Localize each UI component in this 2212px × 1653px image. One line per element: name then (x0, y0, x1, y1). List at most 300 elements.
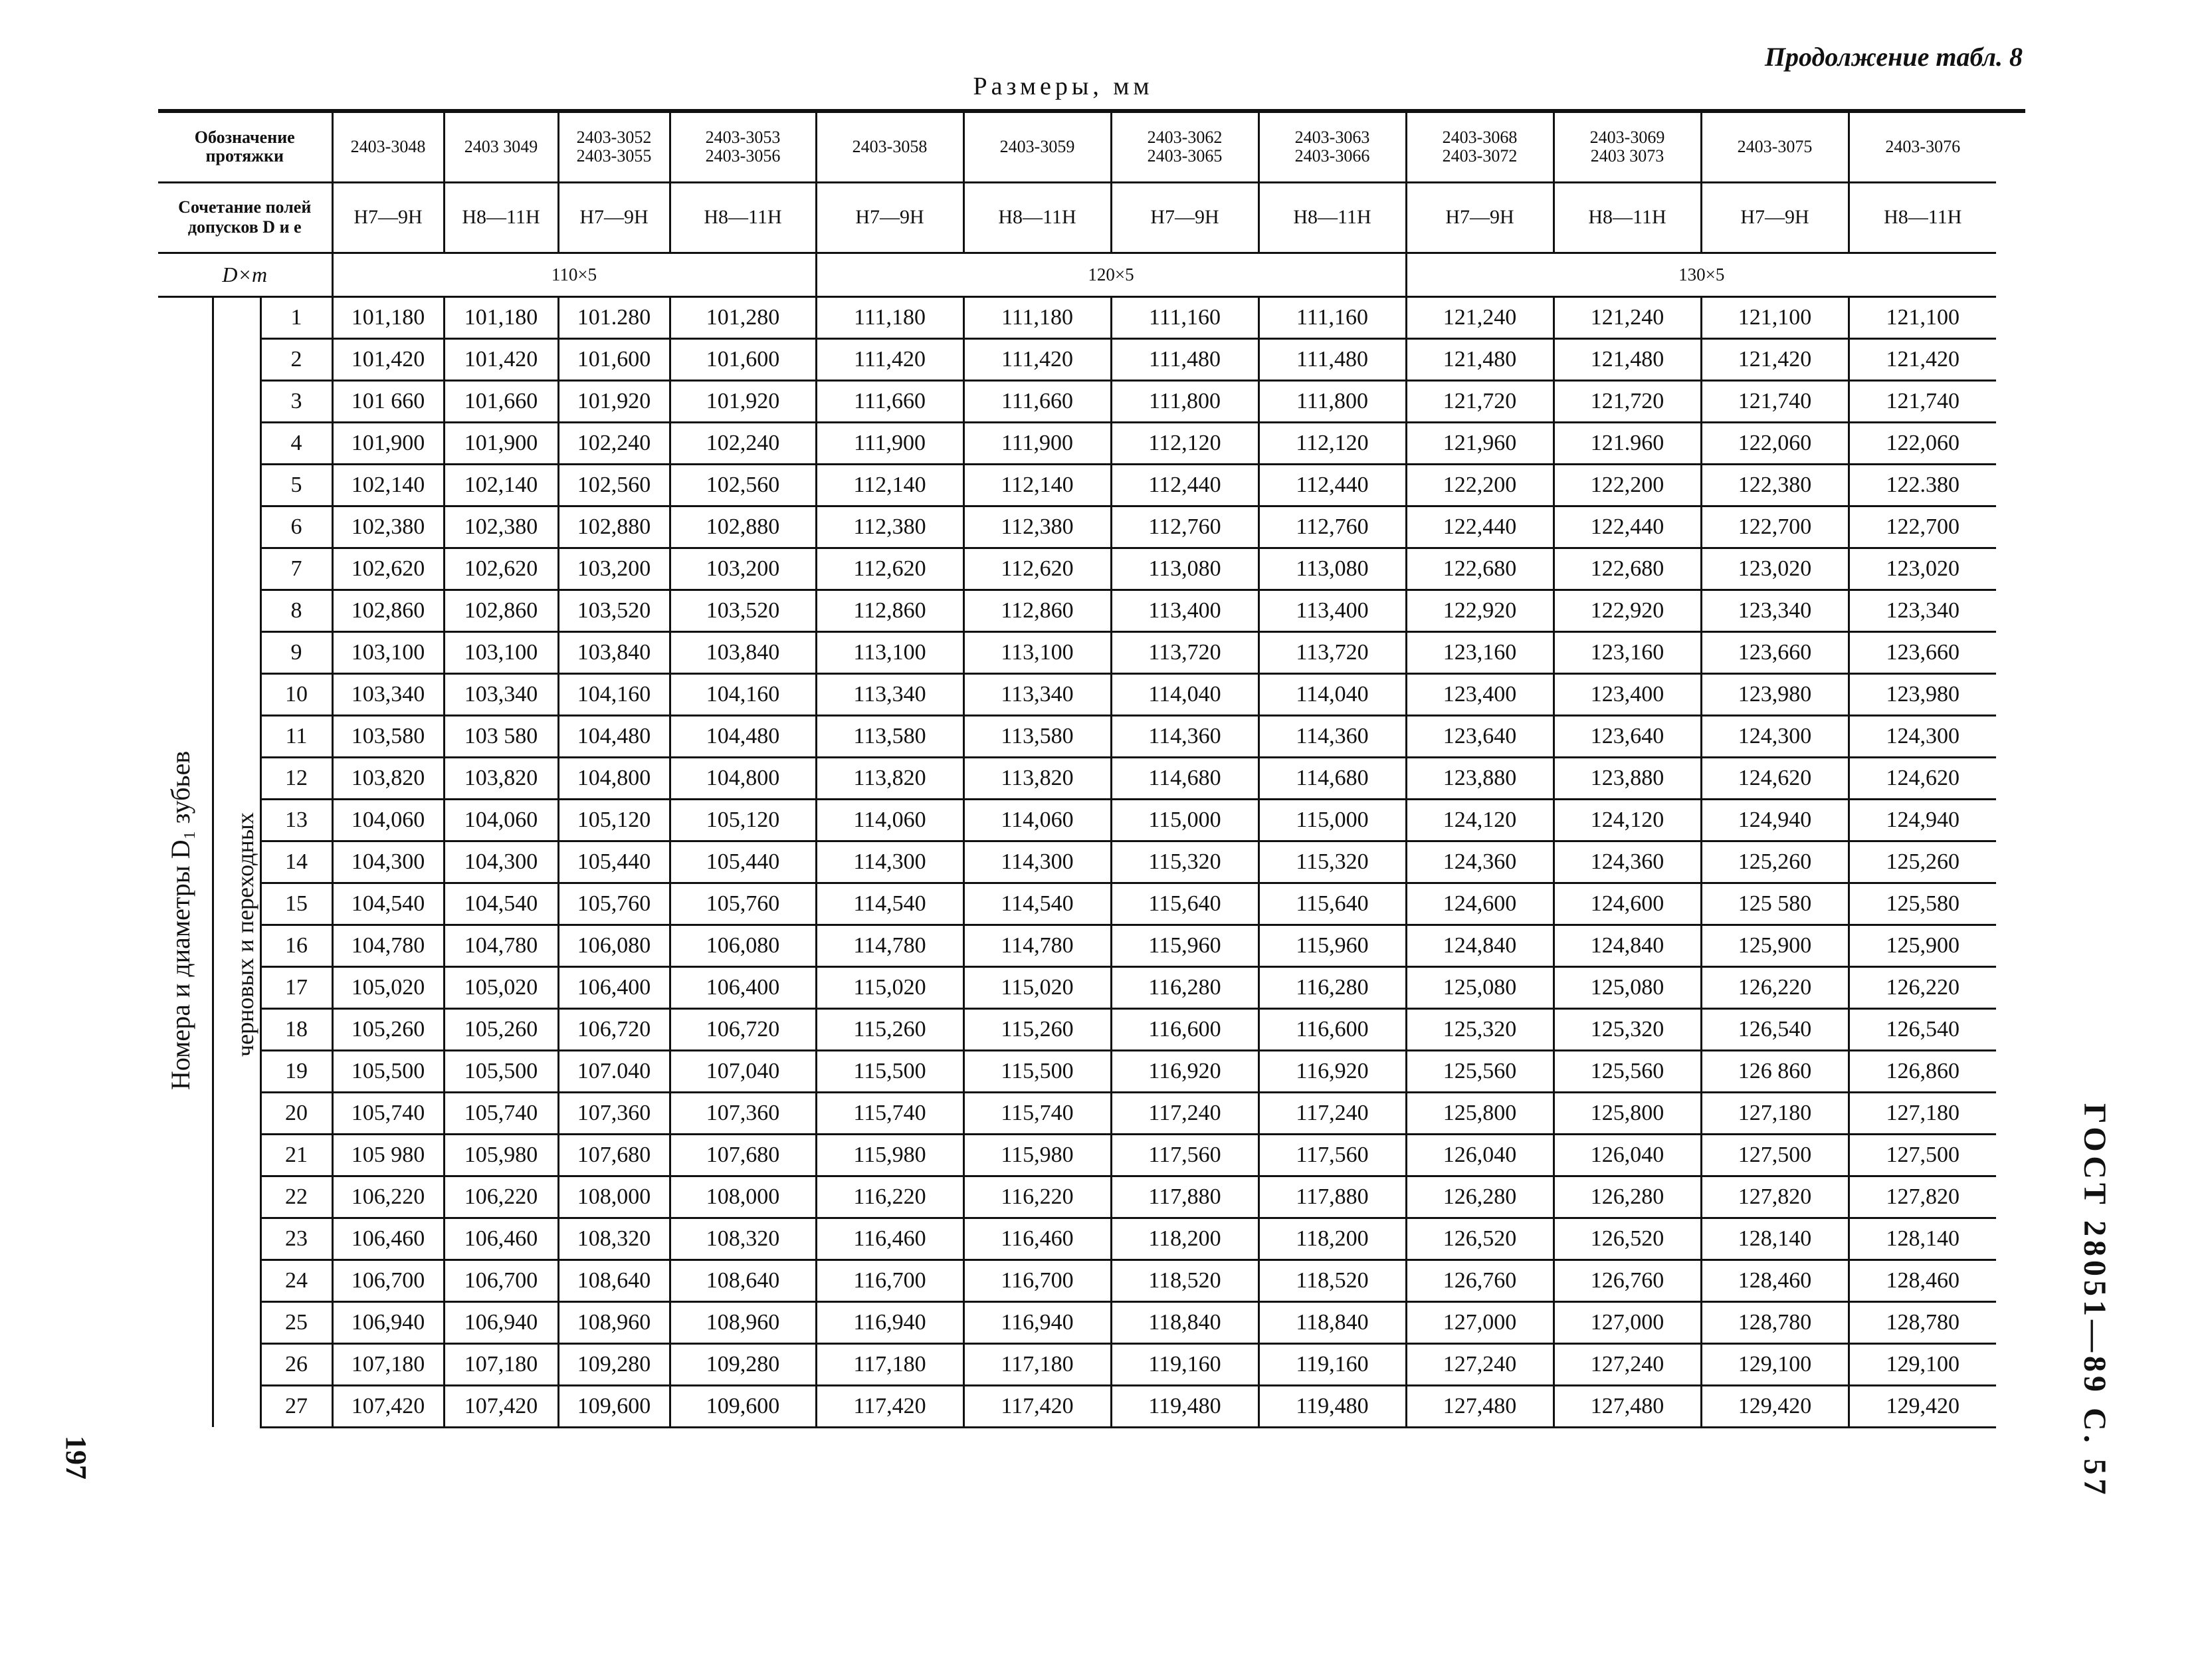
header-row-codes (158, 113, 1996, 182)
diameter-cell: 125,900 (1701, 925, 1849, 966)
diameter-cell: 115,000 (1258, 799, 1406, 841)
table-row (158, 548, 1996, 590)
diameter-cell: 126,760 (1554, 1260, 1701, 1301)
diameter-cell: 115,960 (1258, 925, 1406, 966)
diameter-cell: 113,580 (816, 715, 963, 757)
column-tolerance: H7—9H (1111, 182, 1258, 253)
diameter-cell: 121,720 (1406, 380, 1554, 422)
diameter-cell: 127,820 (1701, 1176, 1849, 1218)
diameter-cell: 112,860 (963, 590, 1111, 631)
diameter-cell: 106,400 (558, 966, 670, 1008)
diameter-cell: 115,260 (816, 1008, 963, 1050)
diameter-cell: 102,860 (444, 590, 558, 631)
diameter-cell: 127,240 (1406, 1343, 1554, 1385)
diameter-cell: 106,700 (332, 1260, 444, 1301)
diameter-cell: 124,620 (1849, 757, 1996, 799)
diameter-cell: 114,300 (816, 841, 963, 883)
table-row (158, 883, 1996, 925)
diameter-cell: 104,300 (444, 841, 558, 883)
diameter-cell: 111,420 (816, 338, 963, 380)
diameter-cell: 116,220 (963, 1176, 1111, 1218)
diameter-cell: 115,020 (816, 966, 963, 1008)
diameter-cell: 111,480 (1111, 338, 1258, 380)
diameter-cell: 118,520 (1258, 1260, 1406, 1301)
diameter-cell: 107,180 (444, 1343, 558, 1385)
table-row (158, 757, 1996, 799)
diameter-cell: 111,660 (816, 380, 963, 422)
diameter-cell: 124,600 (1554, 883, 1701, 925)
tooth-number: 16 (260, 925, 332, 966)
diameter-cell: 117,560 (1258, 1134, 1406, 1176)
diameter-cell: 118,840 (1258, 1301, 1406, 1343)
tooth-number: 11 (260, 715, 332, 757)
column-tolerance: H8—11H (963, 182, 1111, 253)
diameter-cell: 121.960 (1554, 422, 1701, 464)
diameter-cell: 122,060 (1849, 422, 1996, 464)
diameter-cell: 107,360 (558, 1092, 670, 1134)
diameter-cell: 103,340 (444, 673, 558, 715)
diameter-cell: 123,880 (1406, 757, 1554, 799)
diameter-cell: 107,680 (558, 1134, 670, 1176)
diameter-cell: 125,560 (1554, 1050, 1701, 1092)
diameter-cell: 102,140 (444, 464, 558, 506)
diameter-cell: 104,060 (332, 799, 444, 841)
column-code: 2403-3052 2403-3055 (558, 113, 670, 182)
table-row (158, 296, 1996, 338)
diameter-cell: 108,000 (670, 1176, 816, 1218)
table-row (158, 1050, 1996, 1092)
diameter-cell: 112,860 (816, 590, 963, 631)
diameter-cell: 113,720 (1111, 631, 1258, 673)
diameter-cell: 106,940 (332, 1301, 444, 1343)
column-tolerance: H8—11H (1554, 182, 1701, 253)
diameter-cell: 117,240 (1258, 1092, 1406, 1134)
diameter-cell: 111,800 (1111, 380, 1258, 422)
diameter-cell: 102,560 (670, 464, 816, 506)
diameter-cell: 127,000 (1554, 1301, 1701, 1343)
diameter-cell: 101,600 (558, 338, 670, 380)
diameter-cell: 114,360 (1111, 715, 1258, 757)
diameter-cell: 116,280 (1258, 966, 1406, 1008)
diameter-cell: 125,580 (1849, 883, 1996, 925)
table-row (158, 1385, 1996, 1427)
table-row (158, 799, 1996, 841)
diameter-cell: 105,760 (670, 883, 816, 925)
diameter-cell: 106,720 (670, 1008, 816, 1050)
table-row (158, 966, 1996, 1008)
diameter-cell: 113,720 (1258, 631, 1406, 673)
diameter-cell: 104,480 (670, 715, 816, 757)
diameter-cell: 125 580 (1701, 883, 1849, 925)
diameter-cell: 104,160 (558, 673, 670, 715)
diameter-cell: 121,740 (1849, 380, 1996, 422)
diameter-cell: 126,540 (1701, 1008, 1849, 1050)
diameter-cell: 122,200 (1554, 464, 1701, 506)
diameter-cell: 122.380 (1849, 464, 1996, 506)
diameter-cell: 125,080 (1406, 966, 1554, 1008)
diameter-cell: 102,880 (670, 506, 816, 548)
diameter-cell: 122,680 (1406, 548, 1554, 590)
table-row (158, 1343, 1996, 1385)
tooth-number: 25 (260, 1301, 332, 1343)
diameter-cell: 123,020 (1849, 548, 1996, 590)
diameter-cell: 117,420 (816, 1385, 963, 1427)
tooth-number: 4 (260, 422, 332, 464)
column-tolerance: H7—9H (1406, 182, 1554, 253)
diameter-cell: 121,240 (1406, 296, 1554, 338)
diameter-cell: 101,900 (444, 422, 558, 464)
diameter-cell: 109,600 (558, 1385, 670, 1427)
diameter-cell: 105,020 (444, 966, 558, 1008)
diameter-cell: 105,980 (444, 1134, 558, 1176)
diameter-cell: 104,780 (332, 925, 444, 966)
table-row (158, 1092, 1996, 1134)
diameter-cell: 101,280 (670, 296, 816, 338)
diameter-cell: 108,640 (670, 1260, 816, 1301)
diameter-cell: 106,220 (444, 1176, 558, 1218)
diameter-cell: 113,080 (1258, 548, 1406, 590)
diameter-cell: 117,240 (1111, 1092, 1258, 1134)
diameter-cell: 102,240 (558, 422, 670, 464)
header-row-dxm (158, 253, 1996, 296)
diameter-cell: 119,160 (1111, 1343, 1258, 1385)
diameter-cell: 106,080 (670, 925, 816, 966)
diameter-cell: 103 580 (444, 715, 558, 757)
column-code: 2403-3068 2403-3072 (1406, 113, 1554, 182)
diameter-cell: 105,440 (558, 841, 670, 883)
diameter-cell: 123,160 (1406, 631, 1554, 673)
diameter-cell: 112,140 (816, 464, 963, 506)
diameter-cell: 108,320 (670, 1218, 816, 1260)
diameter-cell: 105,760 (558, 883, 670, 925)
diameter-cell: 115,980 (816, 1134, 963, 1176)
diameter-cell: 109,600 (670, 1385, 816, 1427)
diameter-cell: 111,160 (1111, 296, 1258, 338)
diameter-cell: 102,240 (670, 422, 816, 464)
data-table-wrap (158, 113, 1996, 1428)
diameter-cell: 112,440 (1111, 464, 1258, 506)
diameter-cell: 102,880 (558, 506, 670, 548)
group-dxm: 110×5 (332, 253, 816, 296)
diameter-cell: 129,420 (1701, 1385, 1849, 1427)
diameter-cell: 112,760 (1111, 506, 1258, 548)
diameter-cell: 102,380 (444, 506, 558, 548)
gost-label: ГОСТ 28051—89 С. 57 (2077, 1103, 2112, 1499)
diameter-cell: 126,860 (1849, 1050, 1996, 1092)
diameter-cell: 125,260 (1701, 841, 1849, 883)
column-code: 2403-3053 2403-3056 (670, 113, 816, 182)
diameter-cell: 122,440 (1554, 506, 1701, 548)
diameter-cell: 124,360 (1554, 841, 1701, 883)
table-row (158, 715, 1996, 757)
diameter-cell: 121,960 (1406, 422, 1554, 464)
diameter-cell: 104,540 (332, 883, 444, 925)
table-row (158, 506, 1996, 548)
diameter-cell: 121,420 (1849, 338, 1996, 380)
diameter-cell: 121,720 (1554, 380, 1701, 422)
diameter-cell: 106,080 (558, 925, 670, 966)
diameter-cell: 114,780 (816, 925, 963, 966)
diameter-cell: 127,500 (1849, 1134, 1996, 1176)
diameter-cell: 108,960 (670, 1301, 816, 1343)
table-row (158, 1134, 1996, 1176)
diameter-cell: 104,800 (558, 757, 670, 799)
diameter-cell: 126,040 (1554, 1134, 1701, 1176)
diameter-cell: 114,060 (963, 799, 1111, 841)
table-row (158, 380, 1996, 422)
tooth-number: 14 (260, 841, 332, 883)
diameter-cell: 108,960 (558, 1301, 670, 1343)
diameter-cell: 112,440 (1258, 464, 1406, 506)
table-row (158, 841, 1996, 883)
header-row-tolerance (158, 182, 1996, 253)
diameter-cell: 101,920 (670, 380, 816, 422)
diameter-cell: 107.040 (558, 1050, 670, 1092)
diameter-cell: 123,340 (1849, 590, 1996, 631)
diameter-cell: 117,560 (1111, 1134, 1258, 1176)
diameter-cell: 126,520 (1406, 1218, 1554, 1260)
table-row (158, 925, 1996, 966)
diameter-cell: 124,300 (1849, 715, 1996, 757)
diameter-cell: 126,040 (1406, 1134, 1554, 1176)
diameter-cell: 116,700 (963, 1260, 1111, 1301)
diameter-cell: 112,120 (1258, 422, 1406, 464)
diameter-cell: 115,500 (963, 1050, 1111, 1092)
diameter-cell: 123,340 (1701, 590, 1849, 631)
diameter-cell: 102,380 (332, 506, 444, 548)
diameter-cell: 116,600 (1111, 1008, 1258, 1050)
diameter-cell: 123,880 (1554, 757, 1701, 799)
diameter-cell: 124,840 (1406, 925, 1554, 966)
diameter-cell: 117,880 (1258, 1176, 1406, 1218)
diameter-cell: 113,820 (963, 757, 1111, 799)
side-label-outer: Номера и диаметры D₁ зубьев (165, 750, 195, 1090)
diameter-cell: 106,720 (558, 1008, 670, 1050)
diameter-cell: 122,920 (1554, 590, 1701, 631)
diameter-cell: 105,740 (444, 1092, 558, 1134)
diameter-cell: 114,680 (1111, 757, 1258, 799)
diameter-cell: 128,780 (1849, 1301, 1996, 1343)
column-tolerance: H7—9H (1701, 182, 1849, 253)
diameter-cell: 115,980 (963, 1134, 1111, 1176)
table-row (158, 673, 1996, 715)
diameter-cell: 104,540 (444, 883, 558, 925)
diameter-cell: 123,400 (1554, 673, 1701, 715)
diameter-cell: 113,340 (816, 673, 963, 715)
diameter-cell: 105,120 (558, 799, 670, 841)
sizes-caption: Размеры, мм (973, 72, 1154, 100)
diameter-cell: 127,480 (1406, 1385, 1554, 1427)
diameter-cell: 111,160 (1258, 296, 1406, 338)
tooth-number: 2 (260, 338, 332, 380)
diameter-cell: 126 860 (1701, 1050, 1849, 1092)
diameter-cell: 103,820 (444, 757, 558, 799)
diameter-cell: 116,920 (1258, 1050, 1406, 1092)
diameter-cell: 124,940 (1849, 799, 1996, 841)
diameter-cell: 111,800 (1258, 380, 1406, 422)
diameter-cell: 114,780 (963, 925, 1111, 966)
tooth-number: 22 (260, 1176, 332, 1218)
diameter-cell: 126,220 (1701, 966, 1849, 1008)
diameter-cell: 119,480 (1111, 1385, 1258, 1427)
data-table (158, 113, 1996, 1428)
diameter-cell: 112,120 (1111, 422, 1258, 464)
diameter-cell: 113,080 (1111, 548, 1258, 590)
diameter-cell: 101,180 (444, 296, 558, 338)
diameter-cell: 126,280 (1554, 1176, 1701, 1218)
designation-label: Обозначение протяжки (158, 113, 332, 182)
diameter-cell: 114,040 (1258, 673, 1406, 715)
diameter-cell: 115,260 (963, 1008, 1111, 1050)
table-row (158, 1301, 1996, 1343)
diameter-cell: 121,740 (1701, 380, 1849, 422)
column-code: 2403-3059 (963, 113, 1111, 182)
diameter-cell: 125,800 (1554, 1092, 1701, 1134)
diameter-cell: 125,260 (1849, 841, 1996, 883)
diameter-cell: 111,420 (963, 338, 1111, 380)
diameter-cell: 116,460 (816, 1218, 963, 1260)
table-row (158, 1176, 1996, 1218)
diameter-cell: 103,200 (670, 548, 816, 590)
diameter-cell: 103,520 (670, 590, 816, 631)
diameter-cell: 128,460 (1849, 1260, 1996, 1301)
diameter-cell: 106,400 (670, 966, 816, 1008)
diameter-cell: 107,420 (444, 1385, 558, 1427)
diameter-cell: 126,280 (1406, 1176, 1554, 1218)
diameter-cell: 124,600 (1406, 883, 1554, 925)
diameter-cell: 129,420 (1849, 1385, 1996, 1427)
diameter-cell: 112,380 (963, 506, 1111, 548)
diameter-cell: 111,480 (1258, 338, 1406, 380)
diameter-cell: 107,360 (670, 1092, 816, 1134)
diameter-cell: 117,880 (1111, 1176, 1258, 1218)
diameter-cell: 103,100 (332, 631, 444, 673)
tolerance-label: Сочетание полей допусков D и e (158, 182, 332, 253)
tooth-number: 18 (260, 1008, 332, 1050)
diameter-cell: 116,600 (1258, 1008, 1406, 1050)
column-tolerance: H8—11H (670, 182, 816, 253)
diameter-cell: 113,580 (963, 715, 1111, 757)
diameter-cell: 123,400 (1406, 673, 1554, 715)
diameter-cell: 105,500 (444, 1050, 558, 1092)
diameter-cell: 104,160 (670, 673, 816, 715)
diameter-cell: 127,500 (1701, 1134, 1849, 1176)
group-dxm: 130×5 (1406, 253, 1996, 296)
diameter-cell: 106,700 (444, 1260, 558, 1301)
diameter-cell: 125,900 (1849, 925, 1996, 966)
diameter-cell: 116,460 (963, 1218, 1111, 1260)
tooth-number: 13 (260, 799, 332, 841)
diameter-cell: 126,520 (1554, 1218, 1701, 1260)
column-code: 2403-3069 2403 3073 (1554, 113, 1701, 182)
diameter-cell: 123,640 (1406, 715, 1554, 757)
tooth-number: 8 (260, 590, 332, 631)
diameter-cell: 125,320 (1406, 1008, 1554, 1050)
diameter-cell: 118,200 (1258, 1218, 1406, 1260)
diameter-cell: 128,460 (1701, 1260, 1849, 1301)
diameter-cell: 103,520 (558, 590, 670, 631)
diameter-cell: 103,840 (558, 631, 670, 673)
tooth-number: 5 (260, 464, 332, 506)
diameter-cell: 126,760 (1406, 1260, 1554, 1301)
column-tolerance: H8—11H (444, 182, 558, 253)
diameter-cell: 123,980 (1849, 673, 1996, 715)
diameter-cell: 118,520 (1111, 1260, 1258, 1301)
diameter-cell: 101,660 (444, 380, 558, 422)
diameter-cell: 127,480 (1554, 1385, 1701, 1427)
diameter-cell: 115,020 (963, 966, 1111, 1008)
diameter-cell: 107,040 (670, 1050, 816, 1092)
diameter-cell: 102,620 (444, 548, 558, 590)
diameter-cell: 115,000 (1111, 799, 1258, 841)
diameter-cell: 121,420 (1701, 338, 1849, 380)
diameter-cell: 105,500 (332, 1050, 444, 1092)
diameter-cell: 108,320 (558, 1218, 670, 1260)
tooth-number: 3 (260, 380, 332, 422)
diameter-cell: 123,640 (1554, 715, 1701, 757)
diameter-cell: 105,020 (332, 966, 444, 1008)
diameter-cell: 103,820 (332, 757, 444, 799)
diameter-cell: 129,100 (1701, 1343, 1849, 1385)
column-code: 2403-3063 2403-3066 (1258, 113, 1406, 182)
diameter-cell: 103,580 (332, 715, 444, 757)
diameter-cell: 105,260 (444, 1008, 558, 1050)
diameter-cell: 102,560 (558, 464, 670, 506)
diameter-cell: 106,940 (444, 1301, 558, 1343)
diameter-cell: 112,760 (1258, 506, 1406, 548)
tooth-number: 20 (260, 1092, 332, 1134)
diameter-cell: 111,900 (963, 422, 1111, 464)
diameter-cell: 127,820 (1849, 1176, 1996, 1218)
tooth-number: 7 (260, 548, 332, 590)
diameter-cell: 115,500 (816, 1050, 963, 1092)
column-code: 2403-3058 (816, 113, 963, 182)
tooth-number: 17 (260, 966, 332, 1008)
diameter-cell: 115,320 (1258, 841, 1406, 883)
diameter-cell: 105,740 (332, 1092, 444, 1134)
diameter-cell: 118,840 (1111, 1301, 1258, 1343)
diameter-cell: 114,300 (963, 841, 1111, 883)
diameter-cell: 112,140 (963, 464, 1111, 506)
table-row (158, 464, 1996, 506)
diameter-cell: 123,660 (1849, 631, 1996, 673)
diameter-cell: 105,440 (670, 841, 816, 883)
diameter-cell: 121,480 (1554, 338, 1701, 380)
diameter-cell: 103,100 (444, 631, 558, 673)
diameter-cell: 102,860 (332, 590, 444, 631)
diameter-cell: 127,180 (1701, 1092, 1849, 1134)
diameter-cell: 124,940 (1701, 799, 1849, 841)
diameter-cell: 104,060 (444, 799, 558, 841)
tooth-number: 15 (260, 883, 332, 925)
column-code: 2403-3062 2403-3065 (1111, 113, 1258, 182)
diameter-cell: 103,840 (670, 631, 816, 673)
diameter-cell: 111,900 (816, 422, 963, 464)
diameter-cell: 103,340 (332, 673, 444, 715)
diameter-cell: 102,140 (332, 464, 444, 506)
diameter-cell: 111,660 (963, 380, 1111, 422)
diameter-cell: 128,140 (1849, 1218, 1996, 1260)
column-tolerance: H8—11H (1258, 182, 1406, 253)
diameter-cell: 114,040 (1111, 673, 1258, 715)
diameter-cell: 105,120 (670, 799, 816, 841)
diameter-cell: 116,940 (963, 1301, 1111, 1343)
tooth-number: 19 (260, 1050, 332, 1092)
diameter-cell: 117,420 (963, 1385, 1111, 1427)
column-code: 2403-3075 (1701, 113, 1849, 182)
diameter-cell: 118,200 (1111, 1218, 1258, 1260)
tooth-number: 9 (260, 631, 332, 673)
